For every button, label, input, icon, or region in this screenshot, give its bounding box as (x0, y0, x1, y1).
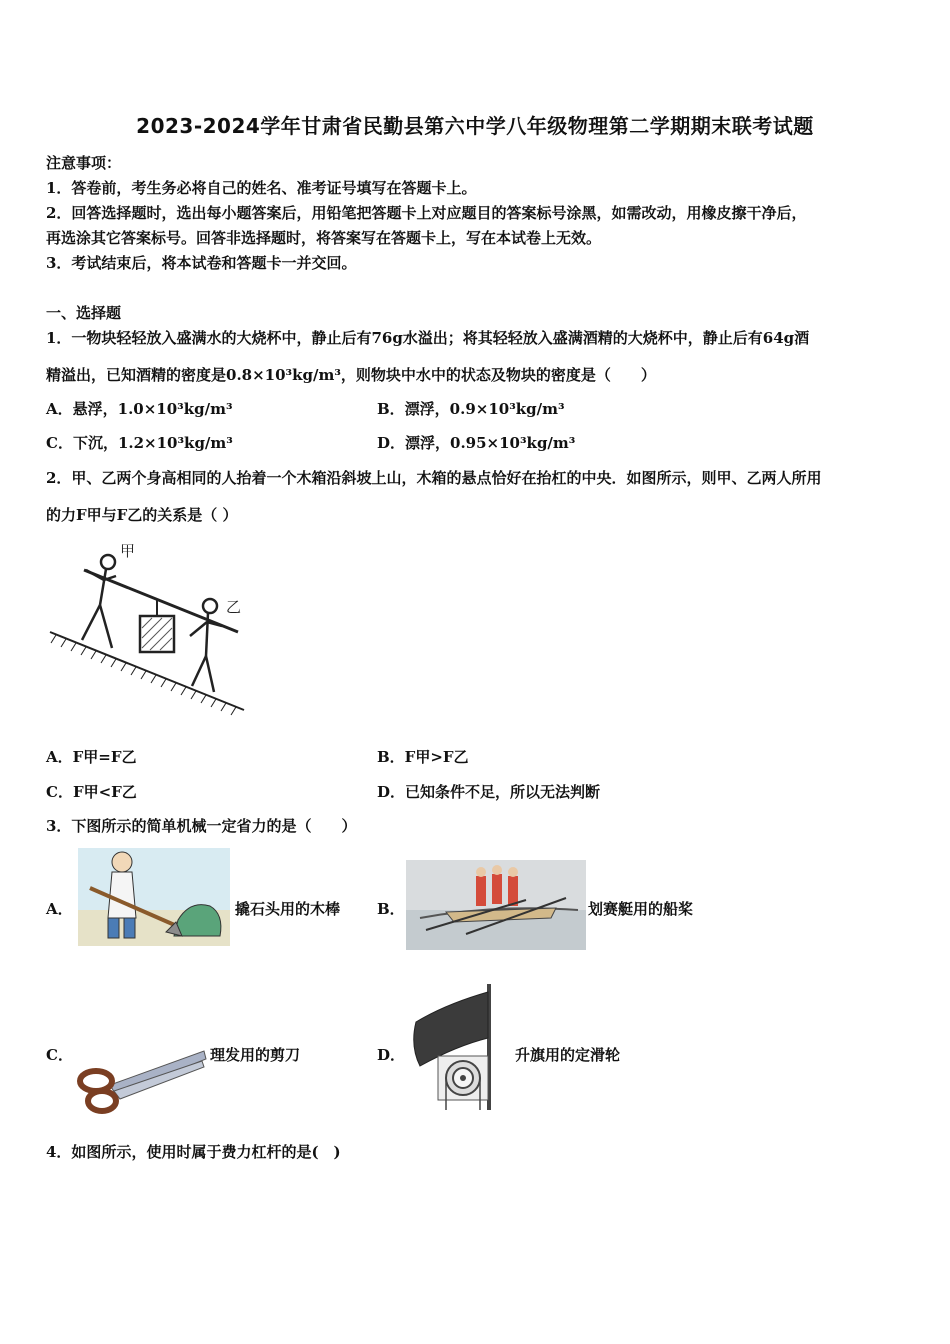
notice-item-1: 1．答卷前，考生务必将自己的姓名、准考证号填写在答题卡上。 (46, 179, 477, 197)
notice-item-3: 3．考试结束后，将本试卷和答题卡一并交回。 (46, 254, 357, 272)
q2-option-c[interactable]: C．F甲<F乙 (46, 783, 137, 801)
q3-option-d-letter[interactable]: D． (377, 1046, 406, 1064)
q3-option-b-text: 划赛艇用的船桨 (588, 900, 694, 918)
q3-option-c-letter[interactable]: C． (46, 1046, 73, 1064)
scissors-image (74, 1045, 208, 1117)
q3-stem: 3．下图所示的简单机械一定省力的是（ ） (46, 817, 357, 835)
q3-option-d-text: 升旗用的定滑轮 (515, 1046, 621, 1064)
q1-option-a[interactable]: A．悬浮，1.0×10³kg/m³ (46, 400, 233, 418)
q3-option-c-text: 理发用的剪刀 (210, 1046, 301, 1064)
notice-item-2: 2．回答选择题时，选出每小题答案后，用铅笔把答题卡上对应题目的答案标号涂黑，如需改动，用橡皮擦干净后， (46, 204, 807, 222)
flag-pulley-image (406, 982, 506, 1112)
rowing-boat-image (406, 860, 586, 950)
q4-stem: 4．如图所示，使用时属于费力杠杆的是( ) (46, 1143, 341, 1161)
q1-stem-line1: 1．一物块轻轻放入盛满水的大烧杯中，静止后有76g水溢出；将其轻轻放入盛满酒精的大烧杯中，静止后有64g酒 (46, 329, 810, 347)
q3-option-b-letter[interactable]: B． (377, 900, 405, 918)
label-yi: 乙 (226, 598, 242, 616)
notice-heading: 注意事项： (46, 154, 122, 172)
q2-option-a[interactable]: A．F甲=F乙 (46, 748, 137, 766)
label-jia: 甲 (120, 542, 136, 560)
slope-carry-figure (46, 540, 251, 720)
q1-stem-line2: 精溢出，已知酒精的密度是0.8×10³kg/m³，则物块中水中的状态及物块的密度是（ ） (46, 366, 656, 384)
page-title: 2023-2024学年甘肃省民勤县第六中学八年级物理第二学期期末联考试题 (136, 114, 814, 138)
q2-stem-line2: 的力F甲与F乙的关系是（ ） (46, 506, 238, 524)
notice-item-2-cont: 再选涂其它答案标号。回答非选择题时，将答案写在答题卡上，写在本试卷上无效。 (46, 229, 602, 247)
section-heading: 一、选择题 (46, 304, 122, 322)
q3-option-a-letter[interactable]: A． (46, 900, 73, 918)
q1-option-b[interactable]: B．漂浮，0.9×10³kg/m³ (377, 400, 565, 418)
q1-option-c[interactable]: C．下沉，1.2×10³kg/m³ (46, 434, 233, 452)
q2-stem-line1: 2．甲、乙两个身高相同的人抬着一个木箱沿斜坡上山，木箱的悬点恰好在抬杠的中央．如图所示，则甲、乙两人所用 (46, 469, 822, 487)
q2-option-d[interactable]: D．已知条件不足，所以无法判断 (377, 783, 601, 801)
q2-option-b[interactable]: B．F甲>F乙 (377, 748, 469, 766)
q1-option-d[interactable]: D．漂浮，0.95×10³kg/m³ (377, 434, 576, 452)
crowbar-rock-image (78, 848, 230, 946)
q3-option-a-text: 撬石头用的木棒 (235, 900, 341, 918)
